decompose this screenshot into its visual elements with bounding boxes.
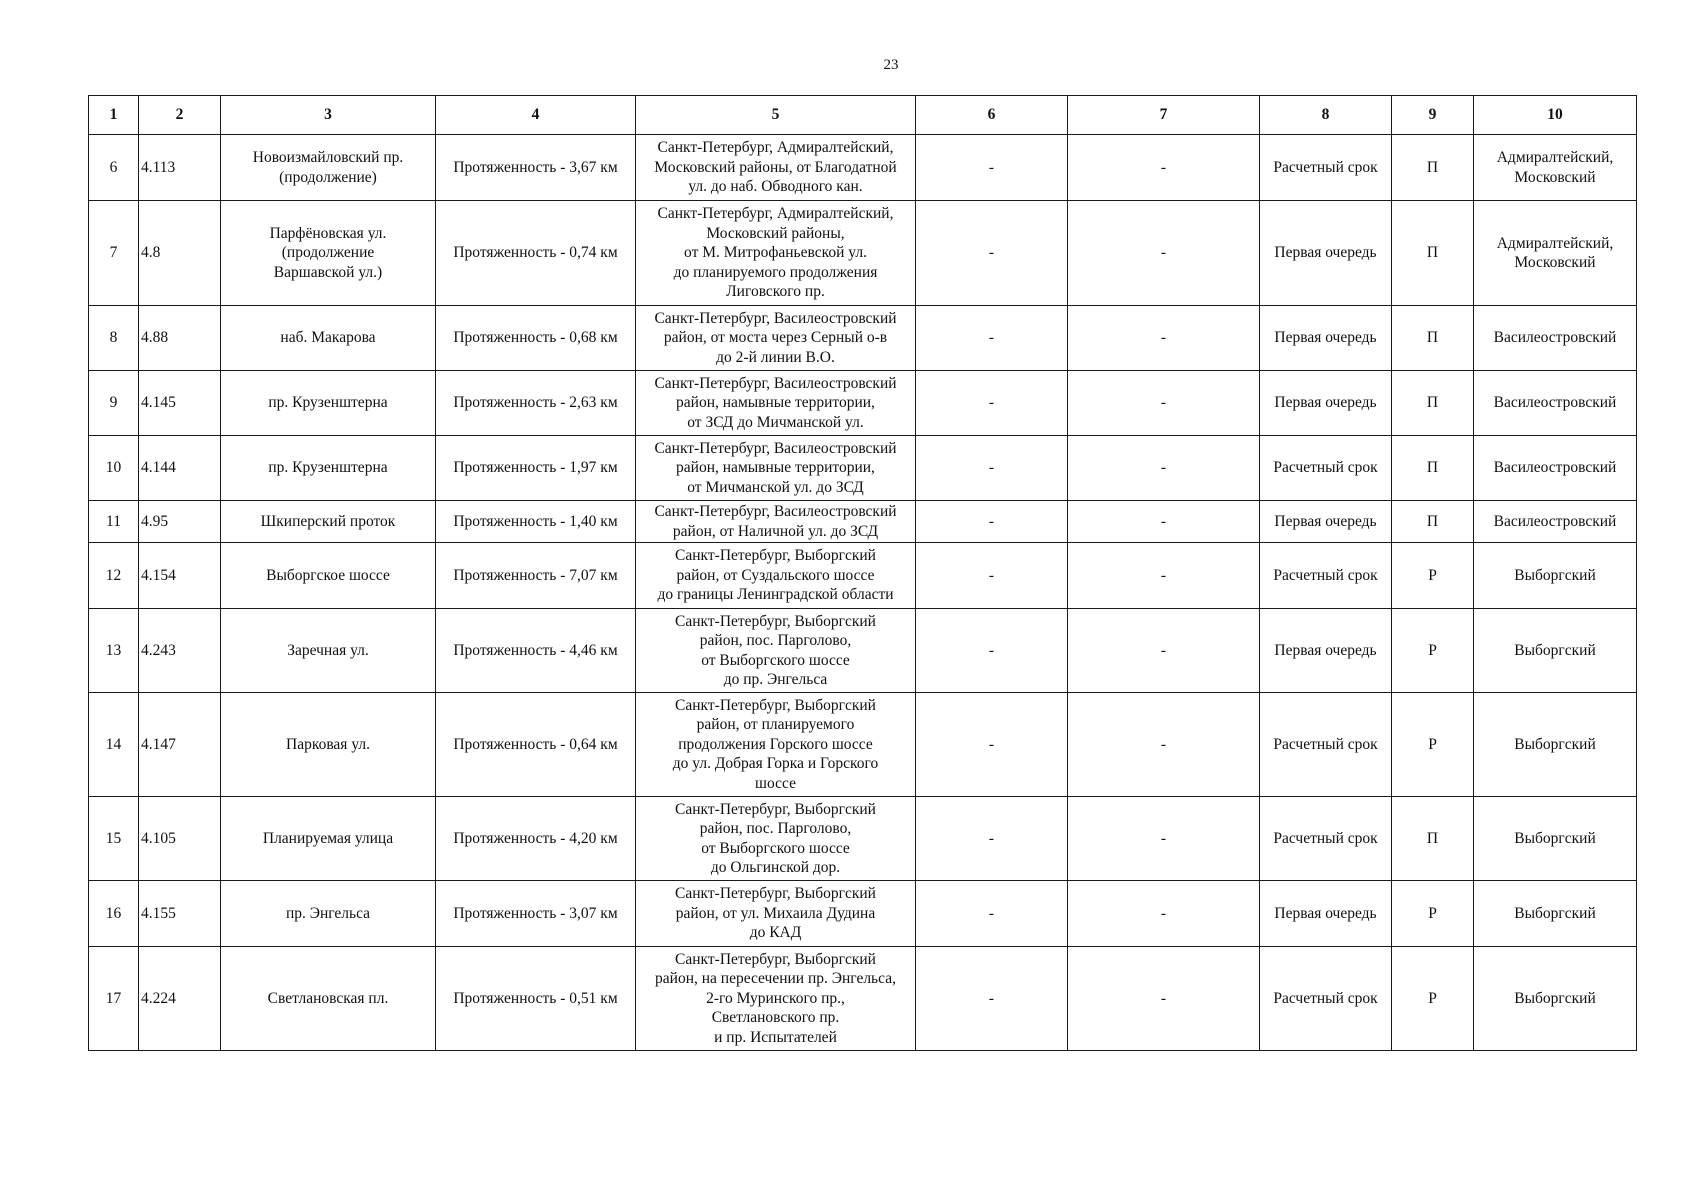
- object-location-line: Санкт-Петербург, Выборгский: [675, 800, 876, 818]
- header-row: [89, 96, 1637, 135]
- object-name-line: Парфёновская ул.: [269, 224, 387, 242]
- implementation-term: Первая очередь: [1260, 201, 1392, 306]
- object-type: П: [1392, 371, 1474, 436]
- column-6-value: -: [916, 693, 1068, 797]
- object-length: Протяженность - 0,51 км: [436, 947, 636, 1051]
- object-location-line: до пр. Энгельса: [723, 671, 828, 688]
- object-location: [636, 947, 916, 1051]
- object-location: [636, 306, 916, 371]
- object-length: Протяженность - 2,63 км: [436, 371, 636, 436]
- column-7-value: -: [1068, 436, 1260, 501]
- district: [1474, 135, 1637, 201]
- implementation-term: Расчетный срок: [1260, 797, 1392, 881]
- table-row: [89, 609, 1637, 693]
- column-header: 10: [1474, 96, 1637, 135]
- object-location: [636, 201, 916, 306]
- table-row: [89, 306, 1637, 371]
- column-6-value: -: [916, 797, 1068, 881]
- object-code: 4.155: [139, 881, 221, 947]
- object-type: П: [1392, 797, 1474, 881]
- object-length: Протяженность - 1,97 км: [436, 436, 636, 501]
- column-header: 2: [139, 96, 221, 135]
- object-name-line: пр. Крузенштерна: [268, 459, 388, 477]
- object-location-line: до Ольгинской дор.: [710, 859, 841, 876]
- object-location-line: район, от ул. Михаила Дудина: [675, 904, 876, 922]
- object-location-line: Санкт-Петербург, Василеостровский: [654, 503, 897, 520]
- object-location-line: Санкт-Петербург, Адмиралтейский,: [657, 205, 894, 223]
- column-header: 1: [89, 96, 139, 135]
- column-6-value: -: [916, 306, 1068, 371]
- object-location-line: от ЗСД до Мичманской ул.: [687, 413, 864, 431]
- district: [1474, 306, 1637, 371]
- object-length: Протяженность - 3,67 км: [436, 135, 636, 201]
- column-header: 4: [436, 96, 636, 135]
- object-name-line: Выборгское шоссе: [266, 566, 390, 584]
- table-row: [89, 371, 1637, 436]
- district-line: Василеостровский: [1493, 512, 1617, 530]
- implementation-term: Расчетный срок: [1260, 693, 1392, 797]
- object-name-line: наб. Макарова: [280, 329, 376, 347]
- object-location: [636, 797, 916, 881]
- district-line: Адмиралтейский,: [1496, 234, 1614, 252]
- object-length: Протяженность - 7,07 км: [436, 543, 636, 609]
- object-code: 4.8: [139, 201, 221, 306]
- object-code: 4.224: [139, 947, 221, 1051]
- object-location-line: район, намывные территории,: [676, 459, 875, 477]
- row-number: 14: [89, 693, 139, 797]
- row-number: 6: [89, 135, 139, 201]
- object-length: Протяженность - 4,20 км: [436, 797, 636, 881]
- district-line: Выборгский: [1514, 829, 1596, 847]
- implementation-term: Первая очередь: [1260, 306, 1392, 371]
- implementation-term: Расчетный срок: [1260, 947, 1392, 1051]
- object-name: [221, 947, 436, 1051]
- district: [1474, 201, 1637, 306]
- district-line: Василеостровский: [1493, 394, 1617, 412]
- object-type: П: [1392, 436, 1474, 501]
- district: [1474, 543, 1637, 609]
- table-row: [89, 501, 1637, 543]
- column-7-value: -: [1068, 135, 1260, 201]
- object-location-line: до 2-й линии В.О.: [716, 348, 835, 366]
- row-number: 12: [89, 543, 139, 609]
- object-location-line: район, пос. Парголово,: [699, 632, 852, 649]
- column-7-value: -: [1068, 947, 1260, 1051]
- object-location-line: район, от Наличной ул. до ЗСД: [672, 522, 879, 540]
- object-location-line: район, от Суздальского шоссе: [676, 566, 875, 584]
- object-type: Р: [1392, 543, 1474, 609]
- district-line: Выборгский: [1514, 735, 1596, 753]
- district-line: Московский: [1514, 168, 1596, 186]
- object-name: [221, 797, 436, 881]
- object-location-line: Санкт-Петербург, Выборгский: [675, 547, 876, 565]
- district-line: Выборгский: [1514, 989, 1596, 1007]
- object-type: Р: [1392, 947, 1474, 1051]
- object-name: [221, 501, 436, 543]
- object-location: [636, 135, 916, 201]
- object-code: 4.144: [139, 436, 221, 501]
- object-length: Протяженность - 3,07 км: [436, 881, 636, 947]
- object-location-line: Светлановского пр.: [711, 1009, 840, 1027]
- column-6-value: -: [916, 501, 1068, 543]
- object-location-line: район, от планируемого: [696, 716, 855, 734]
- object-length: Протяженность - 0,64 км: [436, 693, 636, 797]
- implementation-term: Расчетный срок: [1260, 135, 1392, 201]
- object-code: 4.105: [139, 797, 221, 881]
- object-location: [636, 881, 916, 947]
- column-7-value: -: [1068, 881, 1260, 947]
- object-location-line: Санкт-Петербург, Василеостровский: [654, 439, 897, 457]
- implementation-term: Первая очередь: [1260, 501, 1392, 543]
- object-name-line: (продолжение): [279, 168, 377, 186]
- object-name: [221, 693, 436, 797]
- table-row: [89, 797, 1637, 881]
- object-location-line: район, от моста через Серный о-в: [663, 329, 888, 347]
- object-length: Протяженность - 1,40 км: [436, 501, 636, 543]
- object-location-line: Лиговского пр.: [726, 283, 825, 301]
- object-location-line: Санкт-Петербург, Василеостровский: [654, 309, 897, 327]
- implementation-term: Расчетный срок: [1260, 436, 1392, 501]
- object-location-line: продолжения Горского шоссе: [678, 735, 873, 753]
- object-name: [221, 436, 436, 501]
- column-6-value: -: [916, 881, 1068, 947]
- district-line: Василеостровский: [1493, 329, 1617, 347]
- object-code: 4.113: [139, 135, 221, 201]
- object-type: П: [1392, 201, 1474, 306]
- column-6-value: -: [916, 201, 1068, 306]
- table-row: [89, 135, 1637, 201]
- table-row: [89, 201, 1637, 306]
- column-header: 3: [221, 96, 436, 135]
- object-location-line: ул. до наб. Обводного кан.: [688, 178, 863, 196]
- district: [1474, 436, 1637, 501]
- implementation-term: Первая очередь: [1260, 609, 1392, 693]
- object-name: [221, 371, 436, 436]
- row-number: 13: [89, 609, 139, 693]
- column-7-value: -: [1068, 609, 1260, 693]
- implementation-term: Первая очередь: [1260, 881, 1392, 947]
- object-type: П: [1392, 306, 1474, 371]
- object-type: П: [1392, 135, 1474, 201]
- object-code: 4.88: [139, 306, 221, 371]
- row-number: 17: [89, 947, 139, 1051]
- object-location: [636, 609, 916, 693]
- column-7-value: -: [1068, 797, 1260, 881]
- district-line: Выборгский: [1514, 566, 1596, 584]
- column-6-value: -: [916, 371, 1068, 436]
- object-name-line: пр. Энгельса: [285, 904, 371, 922]
- object-location-line: шоссе: [755, 774, 796, 792]
- object-location-line: район, намывные территории,: [676, 394, 875, 412]
- district: [1474, 693, 1637, 797]
- object-length: Протяженность - 0,74 км: [436, 201, 636, 306]
- column-6-value: -: [916, 436, 1068, 501]
- column-6-value: -: [916, 135, 1068, 201]
- object-name-line: Шкиперский проток: [260, 512, 396, 530]
- district-line: Василеостровский: [1493, 459, 1617, 477]
- object-name-line: Заречная ул.: [287, 641, 369, 659]
- object-location-line: от Выборгского шоссе: [701, 651, 850, 669]
- column-6-value: -: [916, 543, 1068, 609]
- district-line: Адмиралтейский,: [1496, 149, 1614, 166]
- object-location-line: район, на пересечении пр. Энгельса,: [655, 970, 896, 988]
- row-number: 10: [89, 436, 139, 501]
- column-7-value: -: [1068, 306, 1260, 371]
- object-location-line: Московский районы, от Благодатной: [654, 158, 897, 176]
- object-name-line: Варшавской ул.): [273, 263, 383, 281]
- implementation-term: Расчетный срок: [1260, 543, 1392, 609]
- object-location-line: Санкт-Петербург, Адмиралтейский,: [657, 139, 894, 157]
- object-name: [221, 609, 436, 693]
- column-6-value: -: [916, 609, 1068, 693]
- road-table: [88, 95, 1637, 1051]
- row-number: 16: [89, 881, 139, 947]
- column-7-value: -: [1068, 543, 1260, 609]
- page-number: 23: [883, 57, 899, 73]
- object-location-line: Санкт-Петербург, Выборгский: [675, 696, 876, 714]
- district: [1474, 501, 1637, 543]
- object-length: Протяженность - 0,68 км: [436, 306, 636, 371]
- district: [1474, 371, 1637, 436]
- table-row: [89, 947, 1637, 1051]
- object-location-line: от Мичманской ул. до ЗСД: [687, 478, 864, 496]
- district: [1474, 609, 1637, 693]
- object-type: Р: [1392, 881, 1474, 947]
- object-location-line: до границы Ленинградской области: [657, 586, 894, 604]
- district: [1474, 947, 1637, 1051]
- district-line: Московский: [1514, 254, 1596, 271]
- object-code: 4.95: [139, 501, 221, 543]
- row-number: 15: [89, 797, 139, 881]
- table-row: [89, 693, 1637, 797]
- object-location: [636, 693, 916, 797]
- row-number: 7: [89, 201, 139, 306]
- object-location-line: до КАД: [749, 924, 802, 942]
- row-number: 11: [89, 501, 139, 543]
- table-row: [89, 881, 1637, 947]
- object-type: П: [1392, 501, 1474, 543]
- object-location-line: до планируемого продолжения: [673, 263, 878, 281]
- object-code: 4.243: [139, 609, 221, 693]
- object-name-line: Новоизмайловский пр.: [252, 149, 404, 166]
- object-location-line: до ул. Добрая Горка и Горского: [672, 755, 879, 773]
- object-location-line: район, пос. Парголово,: [699, 820, 852, 837]
- object-location-line: Санкт-Петербург, Выборгский: [675, 950, 876, 968]
- object-name: [221, 543, 436, 609]
- object-location: [636, 501, 916, 543]
- object-type: Р: [1392, 609, 1474, 693]
- district-line: Выборгский: [1514, 641, 1596, 659]
- row-number: 9: [89, 371, 139, 436]
- object-location-line: 2-го Муринского пр.,: [706, 989, 845, 1007]
- object-name-line: Планируемая улица: [262, 829, 394, 847]
- object-name: [221, 881, 436, 947]
- object-code: 4.145: [139, 371, 221, 436]
- object-name: [221, 135, 436, 201]
- object-location-line: Санкт-Петербург, Выборгский: [675, 885, 876, 903]
- district: [1474, 881, 1637, 947]
- column-header: 6: [916, 96, 1068, 135]
- column-7-value: -: [1068, 201, 1260, 306]
- object-code: 4.154: [139, 543, 221, 609]
- object-location-line: Московский районы,: [706, 224, 845, 242]
- object-name-line: Парковая ул.: [286, 735, 370, 753]
- column-header: 5: [636, 96, 916, 135]
- table-row: [89, 543, 1637, 609]
- table-row: [89, 436, 1637, 501]
- column-6-value: -: [916, 947, 1068, 1051]
- object-name: [221, 201, 436, 306]
- column-7-value: -: [1068, 693, 1260, 797]
- object-location-line: от М. Митрофаньевской ул.: [684, 244, 867, 262]
- object-name-line: (продолжение: [281, 244, 375, 262]
- object-location-line: и пр. Испытателей: [714, 1028, 837, 1046]
- column-header: 7: [1068, 96, 1260, 135]
- object-length: Протяженность - 4,46 км: [436, 609, 636, 693]
- district: [1474, 797, 1637, 881]
- implementation-term: Первая очередь: [1260, 371, 1392, 436]
- object-type: Р: [1392, 693, 1474, 797]
- object-location: [636, 543, 916, 609]
- column-header: 9: [1392, 96, 1474, 135]
- object-location-line: Санкт-Петербург, Выборгский: [675, 612, 876, 630]
- object-name: [221, 306, 436, 371]
- row-number: 8: [89, 306, 139, 371]
- column-header: 8: [1260, 96, 1392, 135]
- column-7-value: -: [1068, 501, 1260, 543]
- object-location-line: от Выборгского шоссе: [701, 839, 850, 857]
- object-name-line: Светлановская пл.: [267, 989, 389, 1007]
- object-name-line: пр. Крузенштерна: [268, 394, 388, 412]
- object-code: 4.147: [139, 693, 221, 797]
- column-7-value: -: [1068, 371, 1260, 436]
- object-location-line: Санкт-Петербург, Василеостровский: [654, 374, 897, 392]
- object-location: [636, 371, 916, 436]
- district-line: Выборгский: [1514, 904, 1596, 922]
- object-location: [636, 436, 916, 501]
